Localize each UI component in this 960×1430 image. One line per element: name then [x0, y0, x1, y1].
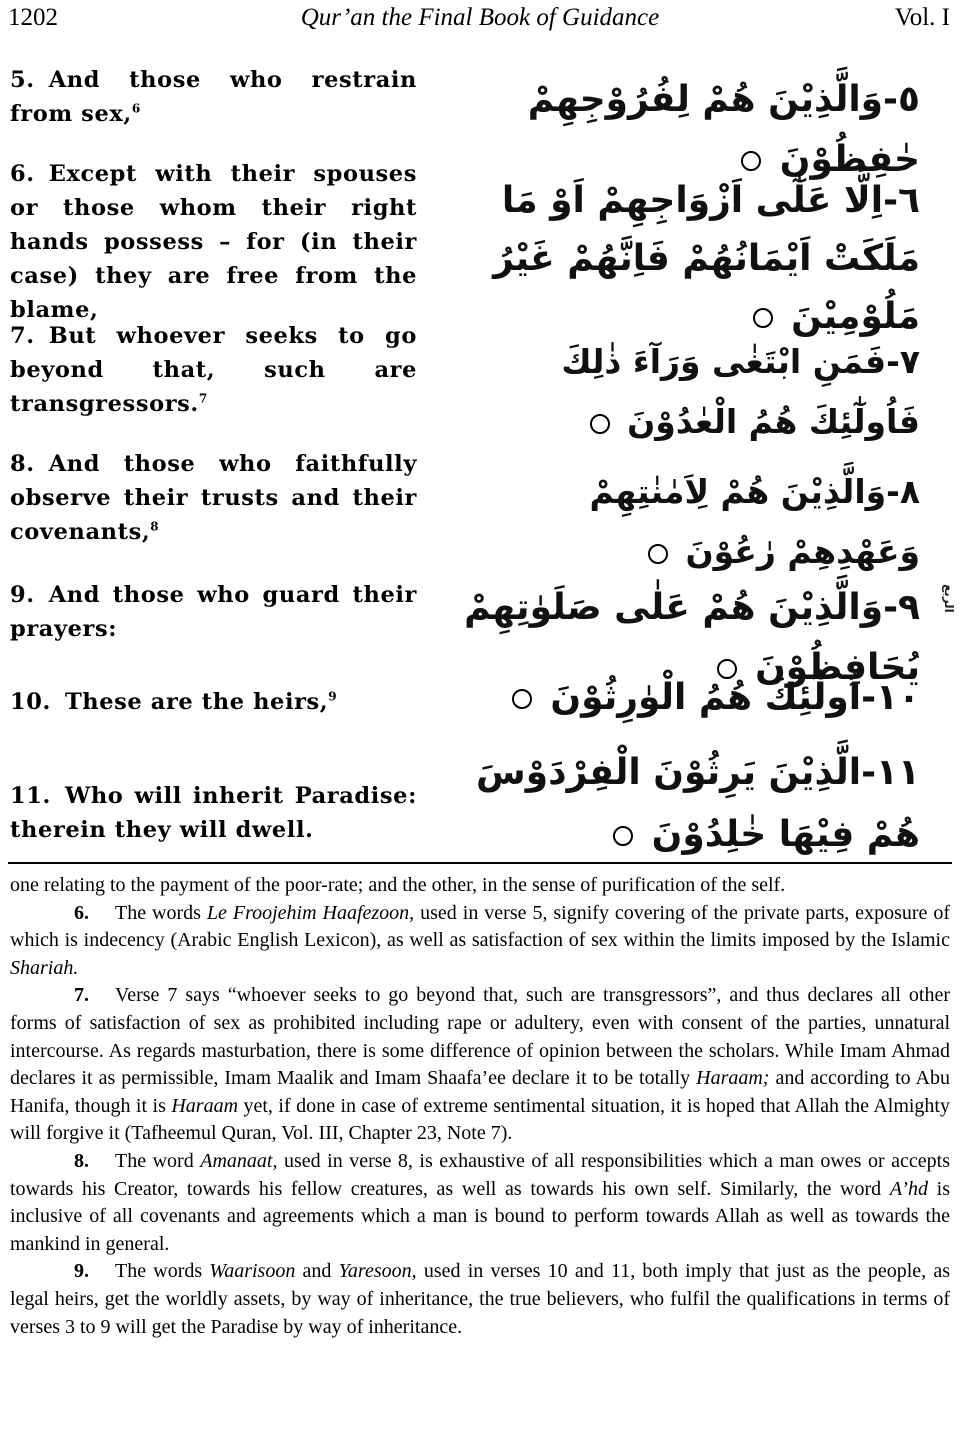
verse-text: And those who faithfully observe their trusts and their covenants,: [10, 451, 417, 545]
verse-end-icon: [590, 414, 610, 434]
verse-text: These are the heirs,: [64, 689, 329, 715]
footnote-term: Haraam;: [696, 1067, 770, 1090]
footnote-text: yet, if done in case of extreme sentimental situation, it is hoped that Allah the Almighty will forgive it (Tafheemul Quran, Vol. III, Chapter 23, Note 7).: [10, 1094, 950, 1145]
verse-7-translation: [10, 319, 417, 421]
arabic-text: ٨-وَالَّذِيْنَ هُمْ لِاَمٰنٰتِهِمْ وَعَهْدِهِمْ رٰعُوْنَ: [589, 472, 920, 571]
verse-6-arabic: [450, 172, 920, 346]
verse-end-icon: [512, 689, 532, 709]
verse-7-arabic: [450, 332, 920, 452]
footnote-text: The words: [115, 901, 207, 924]
verse-text: But whoever seeks to go beyond that, such are transgressors.: [10, 323, 417, 417]
rub-marker: الربع: [942, 584, 956, 613]
footnote-term: Yaresoon,: [338, 1260, 417, 1283]
arabic-text: ٧-فَمَنِ ابْتَغٰى وَرَآءَ ذٰلِكَ فَاُولٰٓئِكَ هُمُ الْعٰدُوْنَ: [561, 342, 920, 441]
footnote-text: and: [295, 1260, 339, 1283]
footnote-ref: 6: [131, 101, 141, 116]
arabic-text: ٦-اِلَّا عَلٰٓى اَزْوَاجِهِمْ اَوْ مَا مَلَكَتْ اَيْمَانُهُمْ فَاِنَّهُمْ غَيْرُ مَلُوْمِيْنَ: [493, 180, 920, 337]
footnote-continuation: one relating to the payment of the poor-rate; and the other, in the sense of purification of the self.: [10, 874, 786, 896]
footnote-text: The words: [115, 1260, 210, 1283]
verse-11-arabic: [450, 742, 920, 866]
verse-number: 10.: [10, 689, 51, 715]
arabic-text: ٥-وَالَّذِيْنَ هُمْ لِفُرُوْجِهِمْ حٰفِظُوْنَ: [527, 79, 920, 180]
verse-end-icon: [613, 826, 633, 846]
footnote-text: Verse 7 says “whoever seeks to go beyond that, such are transgressors”, and thus declares all other forms of satisfaction of sex as prohibited including rape or adultery, even with consent of the parties, unnatural intercourse. As regards masturbation, there is some difference of opinion between the scholars. While Imam Ahmad declares it as permissible, Imam Maalik and Imam Shaafa’ee declare it to be totally: [10, 984, 950, 1090]
book-title: Qur’an the Final Book of Guidance: [300, 4, 660, 31]
footnote-number: 6.: [74, 901, 89, 924]
footnote-term: Le Froojehim Haafezoon,: [206, 901, 415, 924]
volume-label: Vol. I: [894, 4, 950, 31]
verse-5-translation: [10, 63, 417, 131]
page-number: 1202: [8, 4, 58, 31]
verse-number: 7.: [10, 323, 35, 349]
footnote-8: [10, 1148, 950, 1258]
verse-end-icon: [741, 151, 761, 171]
verse-6-translation: [10, 157, 417, 327]
footnote-text: is inclusive of all covenants and agreements which a man is bound to perform towards Allah as well as towards the mankind in general.: [10, 1177, 950, 1255]
footnote-text: The word: [115, 1149, 201, 1172]
footnote-text: used in verse 5, signify covering of the private parts, exposure of which is indecency (Arabic English Lexicon), as well as satisfaction of sex within the limits imposed by the Islamic: [10, 901, 951, 952]
footnote-ref: 7: [198, 391, 208, 406]
verse-10-arabic: [450, 668, 920, 728]
verse-number: 8.: [10, 451, 35, 477]
verse-text: Except with their spouses or those whom their right hands possess – for (in their case) they are free from the blame,: [10, 161, 417, 323]
verse-text: And those who guard their prayers:: [10, 582, 417, 642]
verse-text: Who will inherit Paradise: therein they will dwell.: [10, 783, 417, 843]
verse-11-translation: [10, 779, 417, 847]
footnote-number: 8.: [74, 1149, 89, 1172]
footnote-term: Amanaat,: [200, 1149, 278, 1172]
verse-number: 9.: [10, 582, 35, 608]
verse-number: 5.: [10, 67, 35, 93]
footnote-ref: 9: [328, 689, 338, 704]
verse-9-translation: [10, 578, 417, 646]
footnote-text: used in verses 10 and 11, both imply that just as the people, as legal heirs, get the worldly assets, by way of inheritance, the true believers, who fulfil the qualifications in terms of verses 3 to 9 will get the Paradise by way of inheritance.: [10, 1260, 950, 1338]
verse-8-translation: [10, 447, 417, 549]
footnote-text: used in verse 8, is exhaustive of all responsibilities which a man owes or accepts towards his Creator, towards his fellow creatures, as well as towards his own self. Similarly, the word: [10, 1149, 950, 1200]
footnote-number: 9.: [74, 1260, 89, 1283]
verse-10-translation: [10, 685, 417, 719]
footnote-6: [10, 900, 950, 983]
footnote-ref: 8: [150, 519, 160, 534]
footnote-term: Haraam: [171, 1094, 239, 1117]
verse-number: 6.: [10, 161, 35, 187]
arabic-text: ١٠-اُولٰٓئِكَ هُمُ الْوٰرِثُوْنَ: [550, 677, 920, 718]
footnote-7: [10, 982, 950, 1148]
footnote-term: A’hd: [889, 1177, 928, 1200]
arabic-text: ٩-وَالَّذِيْنَ هُمْ عَلٰى صَلَوٰتِهِمْ يُحَافِظُوْنَ: [464, 587, 920, 688]
verse-end-icon: [648, 544, 668, 564]
footnote-number: 7.: [74, 984, 89, 1007]
footnote-9: [10, 1258, 950, 1341]
footnotes: [10, 872, 950, 1341]
verse-8-arabic: [450, 462, 920, 582]
footnote-term: Waarisoon: [209, 1260, 296, 1283]
footnote-term: Shariah.: [10, 956, 79, 979]
footnote-divider: [8, 862, 952, 864]
verse-end-icon: [753, 308, 773, 328]
verse-number: 11.: [10, 783, 51, 809]
arabic-text: ١١-الَّذِيْنَ يَرِثُوْنَ الْفِرْدَوْسَ هُمْ فِيْهَا خٰلِدُوْنَ: [476, 752, 920, 855]
verse-text: And those who restrain from sex,: [10, 67, 417, 127]
page-header: [0, 0, 960, 40]
footnote-text: and according to Abu Hanifa, though it is: [10, 1067, 950, 1117]
